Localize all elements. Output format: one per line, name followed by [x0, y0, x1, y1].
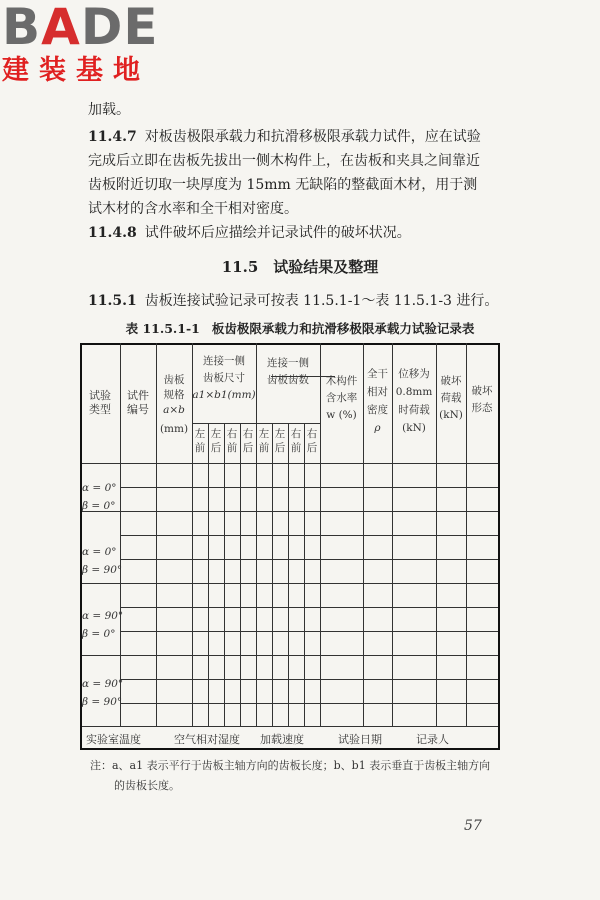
clause-11-4-8: 11.4.8 试件破坏后应描绘并记录试件的破坏状况。	[88, 225, 411, 241]
clause-11-4-7: 11.4.7 对板齿极限承载力和抗滑移极限承载力试件，应在试验	[88, 129, 481, 145]
header-plate-dims: 连接一侧 齿板尺寸 a1×b1(mm)	[192, 355, 256, 401]
footer-loading-rate: 加载速度	[260, 733, 304, 746]
table-note-continued: 的齿板长度。	[114, 779, 180, 792]
text-line: 完成后立即在齿板先拔出一侧木构件上，在齿板和夹具之间靠近	[88, 153, 480, 169]
footer-lab-temperature: 实验室温度	[86, 733, 141, 746]
logo-subtitle: 建装基地	[2, 55, 150, 86]
header-sub-right-front: 右 前	[226, 428, 238, 454]
header-moisture-content: 木构件 含水率 w (%)	[325, 375, 358, 421]
condition-group-1: α = 0° β = 0°	[82, 482, 117, 512]
header-dry-density: 全干 相对 密度 ρ	[367, 368, 388, 434]
footer-recorder: 记录人	[416, 733, 449, 746]
text-line: 加载。	[88, 102, 130, 118]
logo-brand: BADE	[2, 0, 159, 56]
header-sub-right-front: 右 前	[290, 428, 302, 454]
header-sub-left-back: 左 后	[274, 428, 286, 454]
record-table	[80, 343, 500, 750]
page-number: 57	[464, 818, 482, 834]
header-specimen-id: 试件 编号	[127, 389, 149, 416]
condition-group-2: α = 0° β = 90°	[82, 546, 123, 576]
footer-relative-humidity: 空气相对湿度	[174, 733, 240, 746]
condition-group-4: α = 90° β = 90°	[82, 678, 124, 708]
header-sub-right-back: 右 后	[306, 428, 318, 454]
table-caption: 表 11.5.1-1 板齿极限承载力和抗滑移极限承载力试验记录表	[125, 321, 475, 336]
logo	[2, 2, 159, 86]
header-sub-left-back: 左 后	[210, 428, 222, 454]
header-tooth-count: 连接一侧 齿板齿数	[267, 357, 309, 386]
table-note: 注：a、a1 表示平行于齿板主轴方向的齿板长度；b、b1 表示垂直于齿板主轴方向	[90, 759, 491, 772]
header-failure-load: 破坏 荷载 (kN)	[439, 375, 463, 421]
header-failure-mode: 破坏 形态	[471, 385, 493, 414]
header-test-type: 试验 类型	[89, 389, 111, 416]
header-sub-left-front: 左 前	[194, 428, 206, 454]
condition-group-3: α = 90° β = 0°	[82, 610, 124, 640]
text-line: 试木材的含水率和全干相对密度。	[88, 201, 298, 217]
header-sub-left-front: 左 前	[258, 428, 270, 454]
footer-test-date: 试验日期	[338, 733, 382, 746]
clause-11-5-1: 11.5.1 齿板连接试验记录可按表 11.5.1-1～表 11.5.1-3 进行。	[88, 293, 499, 309]
text-line: 齿板附近切取一块厚度为 15mm 无缺陷的整截面木材，用于测	[88, 177, 478, 193]
header-sub-right-back: 右 后	[242, 428, 254, 454]
section-heading: 11.5 试验结果及整理	[221, 258, 379, 276]
header-plate-spec: 齿板 规格 a×b (mm)	[159, 374, 189, 435]
header-load-at-slip: 位移为 0.8mm 时荷载 (kN)	[395, 368, 433, 434]
